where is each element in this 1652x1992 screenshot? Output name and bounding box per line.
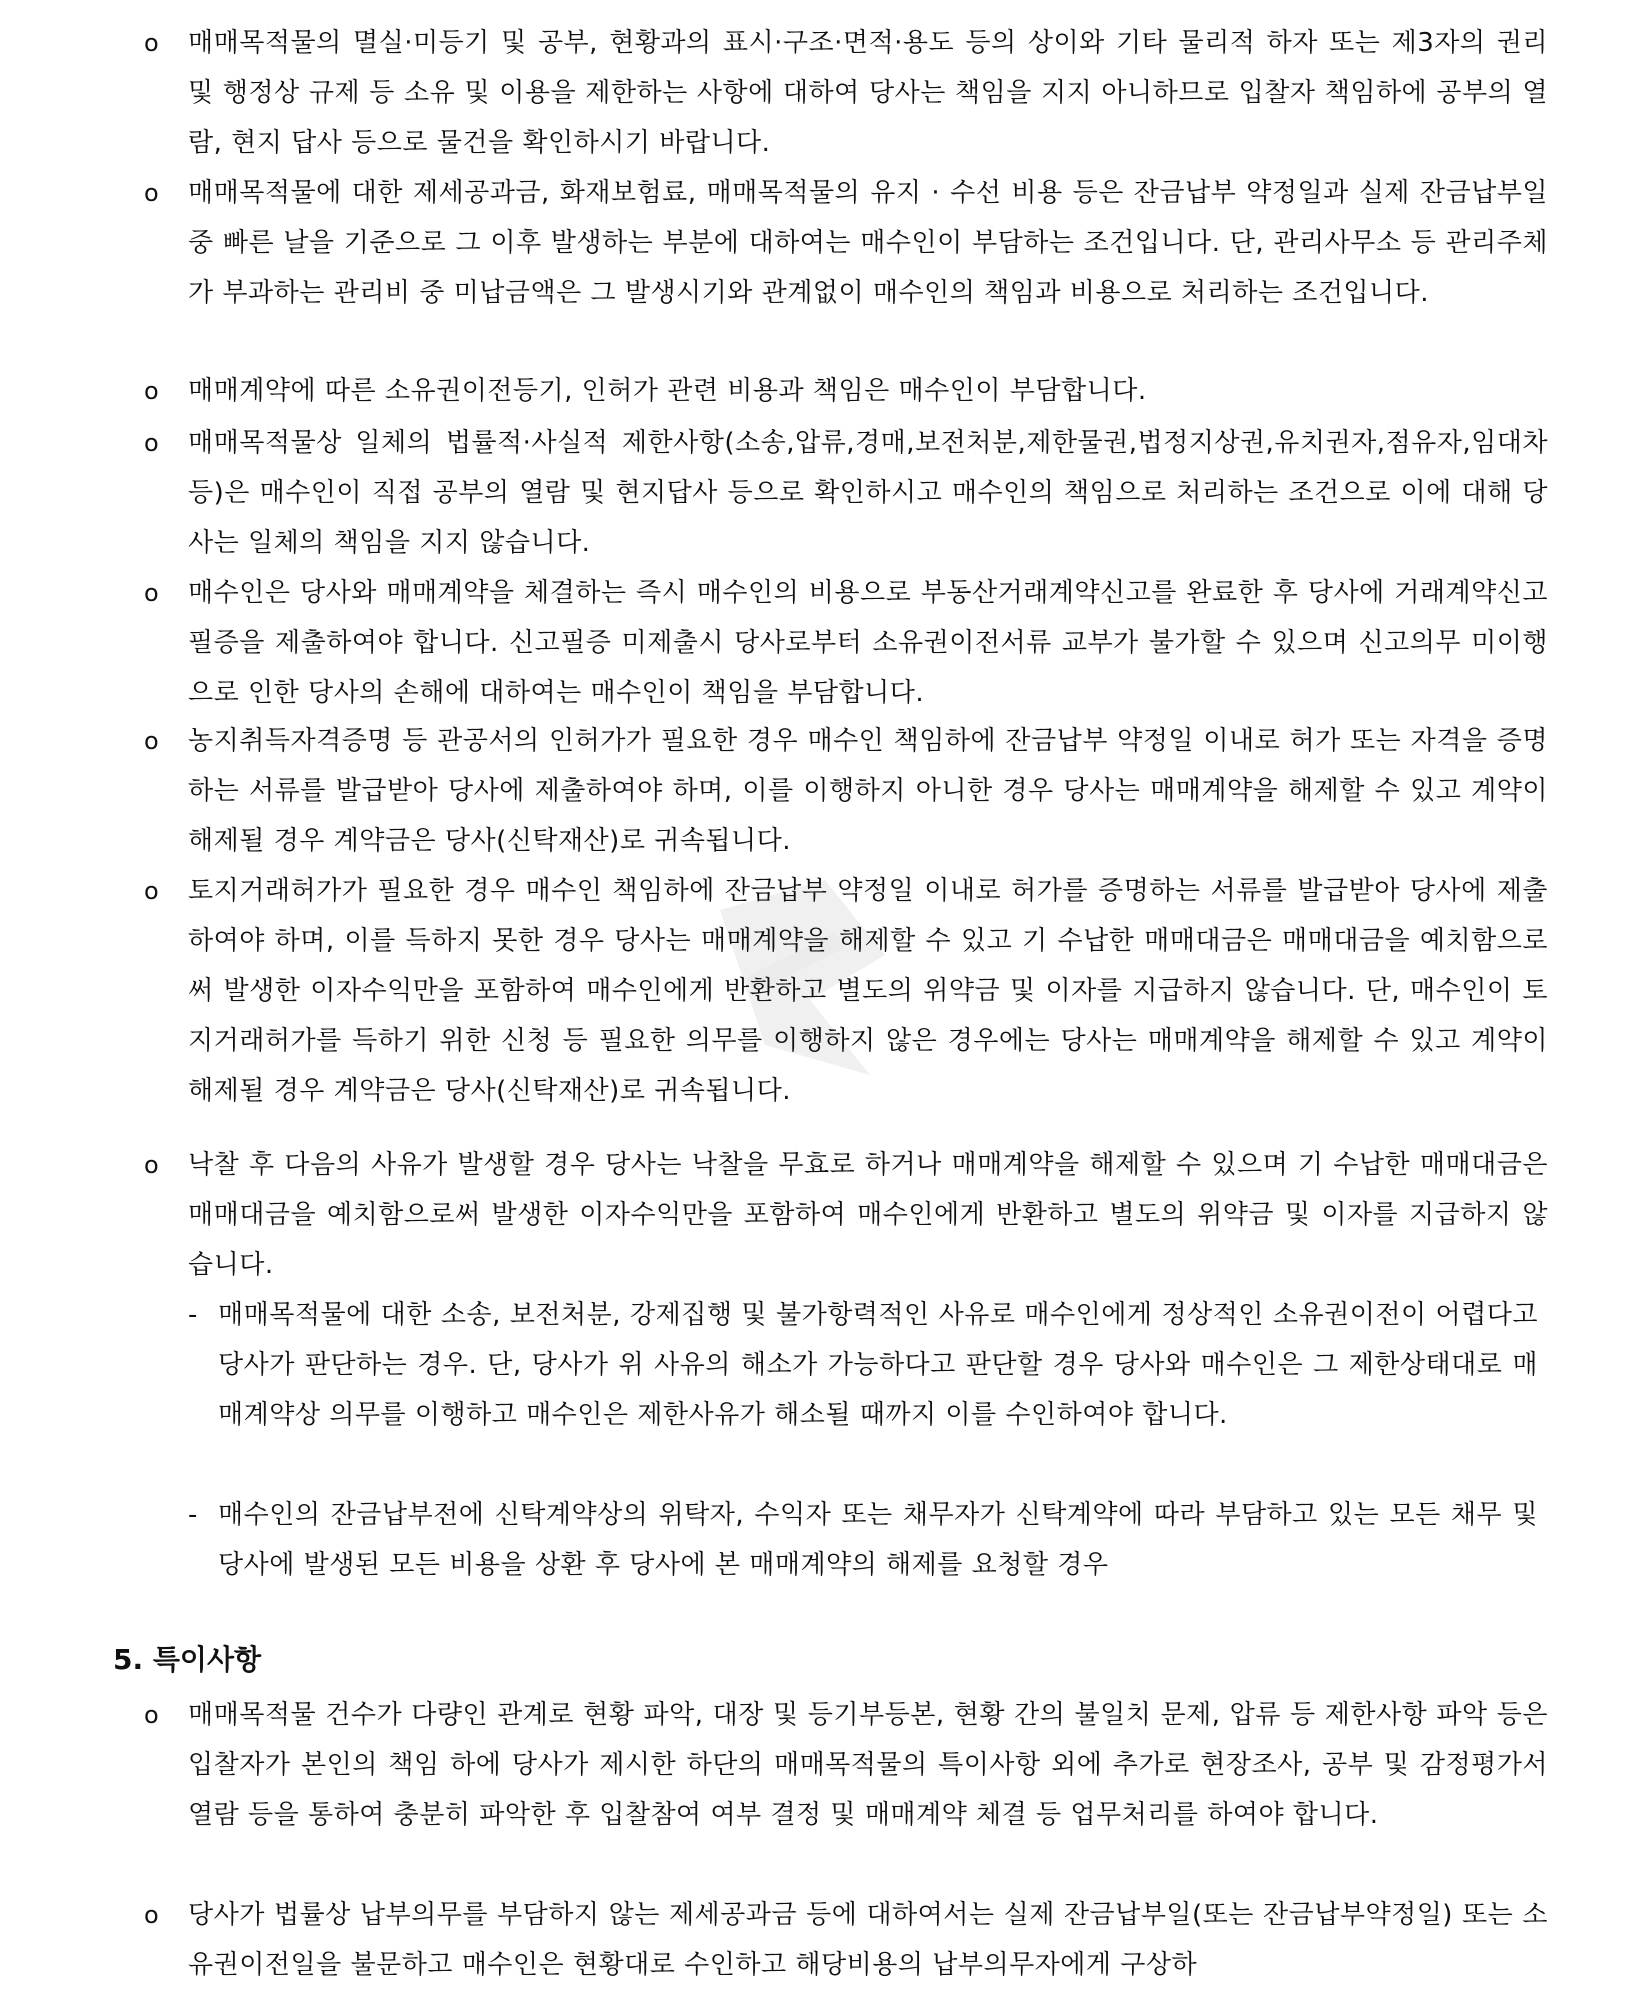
list-item <box>144 866 1548 1116</box>
list-item-text: 매매목적물 건수가 다량인 관계로 현황 파악, 대장 및 등기부등본, 현황 간의 불일치 문제, 압류 등 제한사항 파악 등은 입찰자가 본인의 책임 하에 당사가 제시한 하단의 매매목적물의 특이사항 외에 추가로 현장조사, 공부 및 감정평가서 열람 등을 통하여 충분히 파악한 후 입찰참여 여부 결정 및 매매계약 체결 등 업무처리를 하여야 합니다. <box>188 1700 1548 1830</box>
list-item <box>144 366 1548 416</box>
list-item-text: 매매목적물상 일체의 법률적·사실적 제한사항(소송,압류,경매,보전처분,제한물권,법정지상권,유치권자,점유자,임대차 등)은 매수인이 직접 공부의 열람 및 현지답사 등으로 확인하시고 매수인의 책임으로 처리하는 조건으로 이에 대해 당사는 일체의 책임을 지지 않습니다. <box>188 428 1548 558</box>
list-item-text: 당사가 법률상 납부의무를 부담하지 않는 제세공과금 등에 대하여서는 실제 잔금납부일(또는 잔금납부약정일) 또는 소유권이전일을 불문하고 매수인은 현황대로 수인하고 해당비용의 납부의무자에게 구상하 <box>188 1900 1548 1980</box>
list-item-text: 매매목적물에 대한 제세공과금, 화재보험료, 매매목적물의 유지 · 수선 비용 등은 잔금납부 약정일과 실제 잔금납부일 중 빠른 날을 기준으로 그 이후 발생하는 부분에 대하여는 매수인이 부담하는 조건입니다. 단, 관리사무소 등 관리주체가 부과하는 관리비 중 미납금액은 그 발생시기와 관계없이 매수인의 책임과 비용으로 처리하는 조건입니다. <box>188 178 1548 308</box>
list-item <box>144 716 1549 866</box>
bullet-circle-icon: o <box>144 1901 160 1929</box>
bullet-circle-icon: o <box>144 29 160 57</box>
list-item-text: 매수인은 당사와 매매계약을 체결하는 즉시 매수인의 비용으로 부동산거래계약신고를 완료한 후 당사에 거래계약신고필증을 제출하여야 합니다. 신고필증 미제출시 당사로부터 소유권이전서류 교부가 불가할 수 있으며 신고의무 미이행으로 인한 당사의 손해에 대하여는 매수인이 책임을 부담합니다. <box>188 578 1548 708</box>
list-item <box>144 168 1548 318</box>
dash-bullet: - <box>188 1300 198 1330</box>
bullet-circle-icon: o <box>144 1151 160 1179</box>
sub-list-item <box>188 1290 1538 1440</box>
bullet-circle-icon: o <box>144 727 160 755</box>
bullet-circle-icon: o <box>144 179 160 207</box>
section-heading: 5. 특이사항 <box>113 1643 262 1676</box>
dash-bullet: - <box>188 1500 198 1530</box>
list-item-text: 매매계약에 따른 소유권이전등기, 인허가 관련 비용과 책임은 매수인이 부담합니다. <box>188 376 1147 406</box>
list-item-text: 토지거래허가가 필요한 경우 매수인 책임하에 잔금납부 약정일 이내로 허가를 증명하는 서류를 발급받아 당사에 제출하여야 하며, 이를 득하지 못한 경우 당사는 매매계약을 해제할 수 있고 기 수납한 매매대금은 매매대금을 예치함으로써 발생한 이자수익만을 포함하여 매수인에게 반환하고 별도의 위약금 및 이자를 지급하지 않습니다. 단, 매수인이 토지거래허가를 득하기 위한 신청 등 필요한 의무를 이행하지 않은 경우에는 당사는 매매계약을 해제할 수 있고 계약이 해제될 경우 계약금은 당사(신탁재산)로 귀속됩니다. <box>188 876 1548 1106</box>
list-item-text: 낙찰 후 다음의 사유가 발생할 경우 당사는 낙찰을 무효로 하거나 매매계약을 해제할 수 있으며 기 수납한 매매대금은 매매대금을 예치함으로써 발생한 이자수익만을 포함하여 매수인에게 반환하고 별도의 위약금 및 이자를 지급하지 않습니다. <box>188 1150 1548 1280</box>
list-item <box>144 1690 1548 1840</box>
sub-list-item-text: 매수인의 잔금납부전에 신탁계약상의 위탁자, 수익자 또는 채무자가 신탁계약에 따라 부담하고 있는 모든 채무 및 당사에 발생된 모든 비용을 상환 후 당사에 본 매매계약의 해제를 요청할 경우 <box>218 1500 1538 1580</box>
list-item <box>144 1140 1548 1290</box>
bullet-circle-icon: o <box>144 1701 160 1729</box>
list-item <box>144 18 1548 168</box>
bullet-circle-icon: o <box>144 877 160 905</box>
list-item <box>144 1890 1548 1990</box>
sub-list-item-text: 매매목적물에 대한 소송, 보전처분, 강제집행 및 불가항력적인 사유로 매수인에게 정상적인 소유권이전이 어렵다고 당사가 판단하는 경우. 단, 당사가 위 사유의 해소가 가능하다고 판단할 경우 당사와 매수인은 그 제한상태대로 매매계약상 의무를 이행하고 매수인은 제한사유가 해소될 때까지 이를 수인하여야 합니다. <box>218 1300 1538 1430</box>
bullet-circle-icon: o <box>144 429 160 457</box>
list-item-text: 농지취득자격증명 등 관공서의 인허가가 필요한 경우 매수인 책임하에 잔금납부 약정일 이내로 허가 또는 자격을 증명하는 서류를 발급받아 당사에 제출하여야 하며, 이를 이행하지 아니한 경우 당사는 매매계약을 해제할 수 있고 계약이 해제될 경우 계약금은 당사(신탁재산)로 귀속됩니다. <box>188 726 1549 856</box>
sub-list-item <box>188 1490 1538 1590</box>
list-item-text: 매매목적물의 멸실·미등기 및 공부, 현황과의 표시·구조·면적·용도 등의 상이와 기타 물리적 하자 또는 제3자의 권리 및 행정상 규제 등 소유 및 이용을 제한하는 사항에 대하여 당사는 책임을 지지 아니하므로 입찰자 책임하에 공부의 열람, 현지 답사 등으로 물건을 확인하시기 바랍니다. <box>188 28 1548 158</box>
bullet-circle-icon: o <box>144 579 160 607</box>
bullet-circle-icon: o <box>144 377 160 405</box>
list-item <box>144 568 1548 718</box>
list-item <box>144 418 1548 568</box>
